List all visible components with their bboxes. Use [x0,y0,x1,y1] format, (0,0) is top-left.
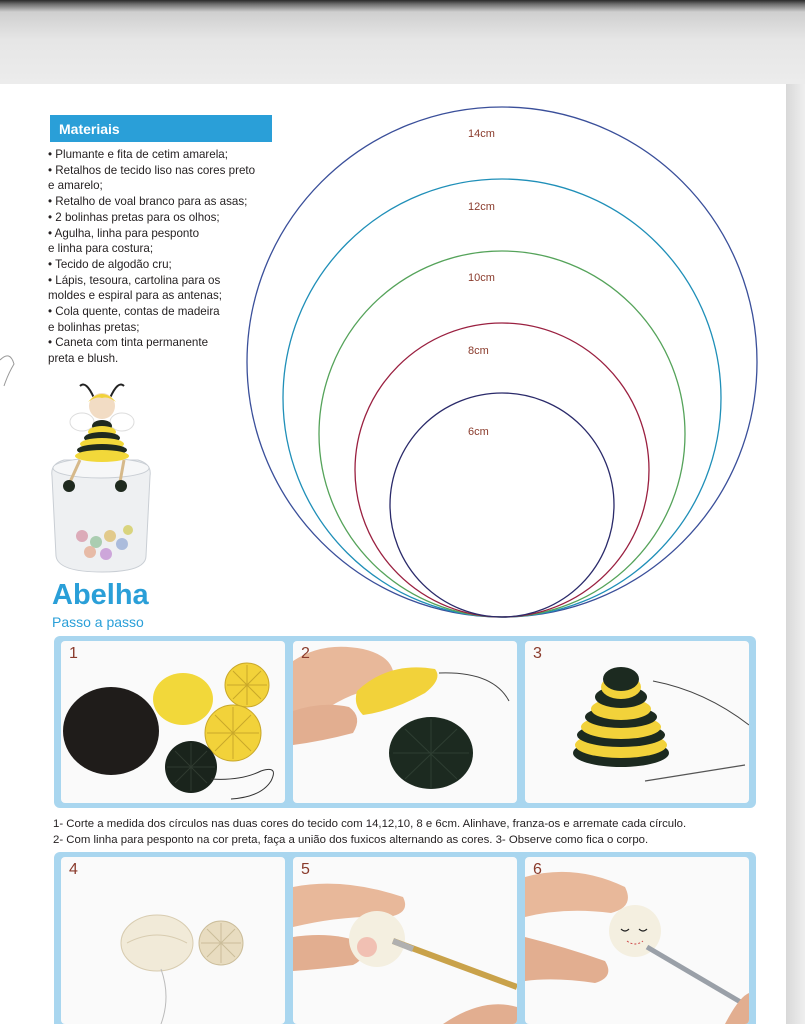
scan-shadow-right [786,84,805,1024]
stacked-bee-body-image [525,641,749,803]
scan-shadow-top [0,0,805,84]
materials-heading: Materiais [50,115,272,142]
materials-item: • Retalho de voal branco para as asas; [48,195,248,209]
circle-8cm [355,323,649,617]
step-number: 6 [533,861,542,878]
step-number: 4 [69,861,78,878]
step-number: 2 [301,645,310,662]
circle-label-10cm: 10cm [468,272,495,284]
step-photo-5 [293,857,517,1024]
materials-item: • Lápis, tesoura, cartolina para os moldes e espiral para as antenas; [48,273,223,303]
materials-item: • Plumante e fita de cetim amarela; [48,148,228,161]
fabric-circles-image [61,641,285,803]
step-band-2 [54,852,756,1024]
step-photo-6 [525,857,749,1024]
step-photo-2 [293,641,517,803]
step-number: 1 [69,645,78,662]
step-band-1 [54,636,756,808]
step-photo-3 [525,641,749,803]
instructions [53,816,763,848]
step-photo-1 [61,641,285,803]
circle-label-6cm: 6cm [468,426,489,438]
page-title: Abelha [52,579,149,611]
circle-label-8cm: 8cm [468,345,489,357]
thread-mark-decoration [0,330,20,390]
materials-item: • Tecido de algodão cru; [48,257,172,271]
drawing-face-image [525,857,749,1024]
circle-6cm [390,393,614,617]
bee-craft-photo [42,376,160,576]
page-subtitle: Passo a passo [52,614,144,630]
materials-item: • Caneta com tinta permanente preta e blush. [48,336,209,366]
materials-item: • Agulha, linha para pesponto e linha para costura; [48,226,200,256]
materials-item: • 2 bolinhas pretas para os olhos; [48,210,220,224]
circle-patterns [240,98,770,630]
circle-10cm [319,251,685,617]
instruction-line-1: 1- Corte a medida dos círculos nas duas cores do tecido com 14,12,10, 8 e 6cm. Alinhave, franza-os e arremate cada círculo. [53,818,687,830]
step-number: 3 [533,645,542,662]
circle-label-14cm: 14cm [468,128,495,140]
sewing-black-fuxico-image [293,641,517,803]
cotton-head-image [61,857,285,1024]
materials-item: • Cola quente, contas de madeira e bolinhas pretas; [48,305,220,334]
circle-12cm [283,179,721,617]
circle-14cm [247,107,757,617]
blush-painting-image [293,857,517,1024]
step-photo-4 [61,857,285,1024]
circle-label-12cm: 12cm [468,201,495,213]
materials-item: • Retalhos de tecido liso nas cores preto e amarelo; [48,163,256,193]
step-number: 5 [301,861,310,878]
instruction-line-2: 2- Com linha para pesponto na cor preta, faça a união dos fuxicos alternando as cores. 3- Observe como fica o corpo. [53,834,649,846]
